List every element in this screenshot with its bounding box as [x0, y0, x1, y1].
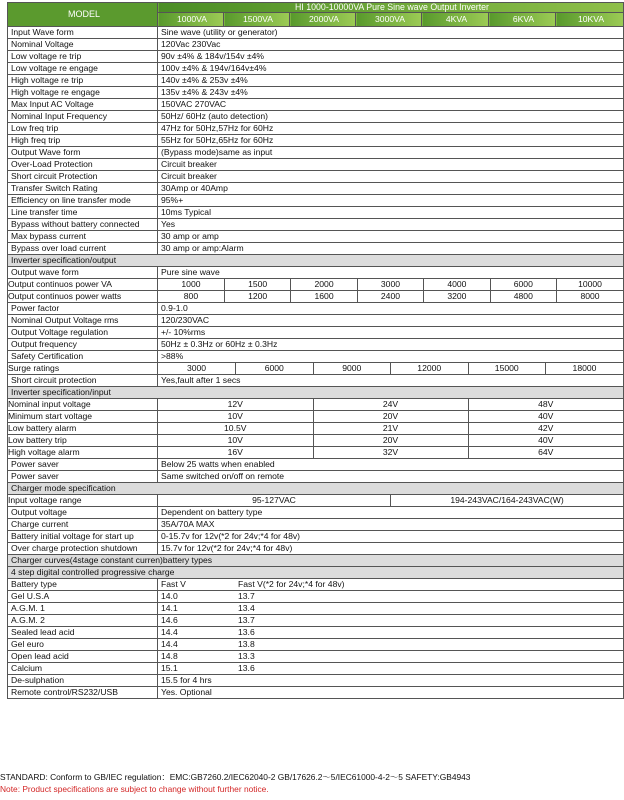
spec-label: Low voltage re trip	[8, 51, 158, 63]
table-row	[8, 75, 624, 87]
spec-value: +/- 10%rms	[158, 327, 624, 339]
spec-cell: 9000	[313, 363, 391, 374]
spec-cell: 6000	[490, 279, 556, 290]
spec-cell: 21V	[313, 423, 468, 434]
spec-cell: 32V	[313, 447, 468, 458]
float-voltage: 13.6	[238, 663, 255, 673]
model-header: MODEL	[8, 3, 158, 27]
battery-type-row	[8, 663, 624, 675]
table-row	[8, 375, 624, 387]
spec-cell: 40V	[538, 435, 554, 445]
spec-label: A.G.M. 1	[8, 603, 158, 615]
spec-label: Nominal input voltage	[8, 399, 158, 411]
spec-value: 135v ±4% & 243v ±4%	[158, 87, 624, 99]
spec-label: Nominal Input Frequency	[8, 111, 158, 123]
table-row	[8, 675, 624, 687]
spec-label: Nominal Output Voltage rms	[8, 315, 158, 327]
fast-voltage: 15.1	[161, 663, 178, 673]
float-voltage: 13.7	[238, 615, 255, 625]
spec-value: 55Hz for 50Hz,65Hz for 60Hz	[158, 135, 624, 147]
spec-label: Line transfer time	[8, 207, 158, 219]
table-row	[8, 303, 624, 315]
section-title: 4 step digital controlled progressive charge	[8, 567, 624, 579]
spec-value: 30Amp or 40Amp	[158, 183, 624, 195]
table-row	[8, 207, 624, 219]
table-row	[8, 471, 624, 483]
curve-header-row	[8, 579, 624, 591]
spec-value: 150VAC 270VAC	[158, 99, 624, 111]
spec-label: Input Wave form	[8, 27, 158, 39]
spec-cell: 3200	[424, 291, 490, 302]
float-voltage: 13.8	[238, 639, 255, 649]
spec-label: High voltage re trip	[8, 75, 158, 87]
table-row	[8, 315, 624, 327]
table-row	[8, 195, 624, 207]
spec-label: Low freq trip	[8, 123, 158, 135]
spec-cell: 3000	[158, 363, 236, 374]
spec-cell: 20V	[313, 411, 468, 422]
spec-label: High voltage re engage	[8, 87, 158, 99]
disclaimer-note: Note: Product specifications are subject to change without further notice.	[0, 784, 269, 794]
table-row	[8, 279, 624, 291]
table-row	[8, 435, 624, 447]
fast-v-header: Fast V	[161, 579, 186, 589]
fast-voltage: 14.6	[161, 615, 178, 625]
spec-label: Short circuit Protection	[8, 171, 158, 183]
battery-voltages	[158, 591, 624, 603]
spec-cell: 15000	[468, 363, 546, 374]
spec-label: Remote control/RS232/USB	[8, 687, 158, 699]
spec-cell: 95-127VAC	[158, 495, 391, 506]
table-row	[8, 219, 624, 231]
spec-label: Charge current	[8, 519, 158, 531]
table-row	[8, 39, 624, 51]
curve-header-values	[158, 579, 624, 591]
spec-label: Transfer Switch Rating	[8, 183, 158, 195]
spec-cell: 2400	[357, 291, 423, 302]
inverter-input-section	[8, 387, 624, 399]
spec-cell: 16V	[158, 447, 313, 458]
spec-label: Safety Certification	[8, 351, 158, 363]
table-row	[8, 495, 624, 507]
table-row	[8, 291, 624, 303]
spec-value: Below 25 watts when enabled	[158, 459, 624, 471]
spec-cell: 20V	[313, 435, 468, 446]
battery-voltages	[158, 603, 624, 615]
spec-label: Surge ratings	[8, 363, 158, 375]
spec-cell: 194-243VAC/164-243VAC(W)	[450, 495, 564, 505]
spec-label: A.G.M. 2	[8, 615, 158, 627]
charger-section	[8, 483, 624, 495]
spec-value: 95%+	[158, 195, 624, 207]
spec-cell: 10.5V	[158, 423, 313, 434]
spec-label: Short circuit protection	[8, 375, 158, 387]
section-title: Charger mode specification	[8, 483, 624, 495]
table-row	[8, 123, 624, 135]
battery-type-row	[8, 651, 624, 663]
spec-value: Same switched on/off on remote	[158, 471, 624, 483]
spec-label: Sealed lead acid	[8, 627, 158, 639]
table-row	[8, 159, 624, 171]
spec-label: De-sulphation	[8, 675, 158, 687]
battery-type-row	[8, 639, 624, 651]
battery-type-row	[8, 591, 624, 603]
capacity-header: 1500VA	[224, 13, 290, 27]
spec-label: Over-Load Protection	[8, 159, 158, 171]
table-row	[8, 411, 624, 423]
spec-value: >88%	[158, 351, 624, 363]
spec-cell: 10V	[158, 411, 313, 422]
float-voltage: 13.6	[238, 627, 255, 637]
fast-voltage: 14.1	[161, 603, 178, 613]
table-row	[8, 339, 624, 351]
table-row	[8, 135, 624, 147]
spec-value: Circuit breaker	[158, 171, 624, 183]
spec-cell: 40V	[538, 411, 554, 421]
fast-voltage: 14.0	[161, 591, 178, 601]
spec-cell: 10000	[578, 279, 602, 289]
battery-voltages	[158, 651, 624, 663]
spec-cell: 12V	[158, 399, 313, 410]
table-row	[8, 519, 624, 531]
table-row	[8, 183, 624, 195]
spec-value: 50Hz ± 0.3Hz or 60Hz ± 0.3Hz	[158, 339, 624, 351]
fast-voltage: 14.4	[161, 639, 178, 649]
table-row	[8, 687, 624, 699]
spec-label: Efficiency on line transfer mode	[8, 195, 158, 207]
fast-voltage: 14.8	[161, 651, 178, 661]
table-row	[8, 243, 624, 255]
spec-value: 47Hz for 50Hz,57Hz for 60Hz	[158, 123, 624, 135]
table-row	[8, 423, 624, 435]
table-row	[8, 111, 624, 123]
spec-label: Minimum start voltage	[8, 411, 158, 423]
spec-cell: 1600	[291, 291, 357, 302]
spec-value: 35A/70A MAX	[158, 519, 624, 531]
spec-label: Output Wave form	[8, 147, 158, 159]
float-voltage: 13.4	[238, 603, 255, 613]
spec-label: Over charge protection shutdown	[8, 543, 158, 555]
battery-voltages	[158, 639, 624, 651]
spec-label: Bypass without battery connected	[8, 219, 158, 231]
spec-cell: 3000	[357, 279, 423, 290]
spec-label: Open lead acid	[8, 651, 158, 663]
spec-value: (Bypass mode)same as input	[158, 147, 624, 159]
battery-voltages	[158, 615, 624, 627]
section-title: Inverter specification/input	[8, 387, 624, 399]
spec-value: 15.7v for 12v(*2 for 24v;*4 for 48v)	[158, 543, 624, 555]
spec-label: Power factor	[8, 303, 158, 315]
table-row	[8, 531, 624, 543]
spec-label: Power saver	[8, 459, 158, 471]
table-row	[8, 267, 624, 279]
table-row	[8, 351, 624, 363]
spec-label: Input voltage range	[8, 495, 158, 507]
table-row	[8, 99, 624, 111]
table-row	[8, 147, 624, 159]
spec-value: 30 amp or amp:Alarm	[158, 243, 624, 255]
spec-label: High freq trip	[8, 135, 158, 147]
spec-label: Low voltage re engage	[8, 63, 158, 75]
inverter-output-section	[8, 255, 624, 267]
spec-cell: 8000	[580, 291, 600, 301]
spec-value: 120Vac 230Vac	[158, 39, 624, 51]
spec-table	[7, 2, 624, 699]
table-row	[8, 543, 624, 555]
spec-label: Calcium	[8, 663, 158, 675]
spec-label: Gel euro	[8, 639, 158, 651]
spec-value: Circuit breaker	[158, 159, 624, 171]
spec-label: Output wave form	[8, 267, 158, 279]
spec-value: Yes	[158, 219, 624, 231]
spec-value: Dependent on battery type	[158, 507, 624, 519]
table-row	[8, 507, 624, 519]
progressive-charge-section	[8, 567, 624, 579]
product-title: HI 1000-10000VA Pure Sine wave Output Inverter	[158, 3, 624, 13]
section-title: Charger curves(4stage constant curren)battery types	[8, 555, 624, 567]
spec-cell: 64V	[538, 447, 554, 457]
spec-value: 100v ±4% & 194v/164v±4%	[158, 63, 624, 75]
battery-voltages	[158, 627, 624, 639]
battery-type-row	[8, 627, 624, 639]
battery-voltages	[158, 663, 624, 675]
table-row	[8, 459, 624, 471]
spec-cell: 1500	[224, 279, 290, 290]
spec-label: Output Voltage regulation	[8, 327, 158, 339]
table-row	[8, 27, 624, 39]
spec-label: Low battery alarm	[8, 423, 158, 435]
spec-value: 140v ±4% & 253v ±4%	[158, 75, 624, 87]
spec-value: Sine wave (utility or generator)	[158, 27, 624, 39]
spec-cell: 18000	[572, 363, 597, 373]
spec-value: 30 amp or amp	[158, 231, 624, 243]
spec-cell: 10V	[158, 435, 313, 446]
fast-voltage: 14.4	[161, 627, 178, 637]
charger-curves-section	[8, 555, 624, 567]
spec-value: 120/230VAC	[158, 315, 624, 327]
spec-label: Max Input AC Voltage	[8, 99, 158, 111]
spec-cell: 42V	[538, 423, 554, 433]
table-row	[8, 447, 624, 459]
table-row	[8, 63, 624, 75]
spec-value: 15.5 for 4 hrs	[158, 675, 624, 687]
battery-type-row	[8, 615, 624, 627]
spec-label: Nominal Voltage	[8, 39, 158, 51]
spec-label: Low battery trip	[8, 435, 158, 447]
capacity-header: 6KVA	[489, 13, 556, 27]
capacity-header: 4KVA	[422, 13, 489, 27]
spec-value: 10ms Typical	[158, 207, 624, 219]
table-row	[8, 87, 624, 99]
capacity-header: 1000VA	[158, 13, 224, 27]
table-row	[8, 51, 624, 63]
spec-label: Bypass over load current	[8, 243, 158, 255]
spec-cell: 48V	[538, 399, 554, 409]
spec-label: High voltage alarm	[8, 447, 158, 459]
spec-cell: 12000	[391, 363, 469, 374]
battery-type-row	[8, 603, 624, 615]
spec-value: 90v ±4% & 184v/154v ±4%	[158, 51, 624, 63]
spec-value: 0-15.7v for 12v(*2 for 24v;*4 for 48v)	[158, 531, 624, 543]
spec-value: Pure sine wave	[158, 267, 624, 279]
spec-label: Output voltage	[8, 507, 158, 519]
float-voltage: 13.3	[238, 651, 255, 661]
capacity-header: 2000VA	[290, 13, 356, 27]
capacity-header: 3000VA	[356, 13, 422, 27]
spec-label: Battery type	[8, 579, 158, 591]
table-row	[8, 327, 624, 339]
table-row	[8, 171, 624, 183]
spec-label: Output continuos power VA	[8, 279, 158, 291]
spec-value: Yes,fault after 1 secs	[158, 375, 624, 387]
spec-label: Power saver	[8, 471, 158, 483]
spec-label: Gel U.S.A	[8, 591, 158, 603]
spec-cell: 1000	[158, 279, 224, 290]
table-row	[8, 231, 624, 243]
spec-label: Max bypass current	[8, 231, 158, 243]
spec-cell: 800	[158, 291, 224, 302]
spec-cell: 24V	[313, 399, 468, 410]
standard-text: STANDARD: Conform to GB/IEC regulation：EMC:GB7260.2/IEC62040-2 GB/17626.2～5/IEC61000-4-2～5 SAFETY:GB4943	[0, 772, 471, 782]
spec-label: Output continuos power watts	[8, 291, 158, 303]
capacity-header: 10KVA	[556, 13, 624, 27]
spec-cell: 4000	[424, 279, 490, 290]
spec-value: 50Hz/ 60Hz (auto detection)	[158, 111, 624, 123]
spec-label: Output frequency	[8, 339, 158, 351]
spec-value: Yes. Optional	[158, 687, 624, 699]
spec-cell: 1200	[224, 291, 290, 302]
table-row	[8, 363, 624, 375]
spec-value: 0.9-1.0	[158, 303, 624, 315]
fast-v-multi-header: Fast V(*2 for 24v;*4 for 48v)	[238, 579, 345, 589]
float-voltage: 13.7	[238, 591, 255, 601]
spec-cell: 6000	[236, 363, 314, 374]
table-row	[8, 399, 624, 411]
section-title: Inverter specification/output	[8, 255, 624, 267]
spec-label: Battery initial voltage for start up	[8, 531, 158, 543]
spec-cell: 4800	[490, 291, 556, 302]
spec-cell: 2000	[291, 279, 357, 290]
